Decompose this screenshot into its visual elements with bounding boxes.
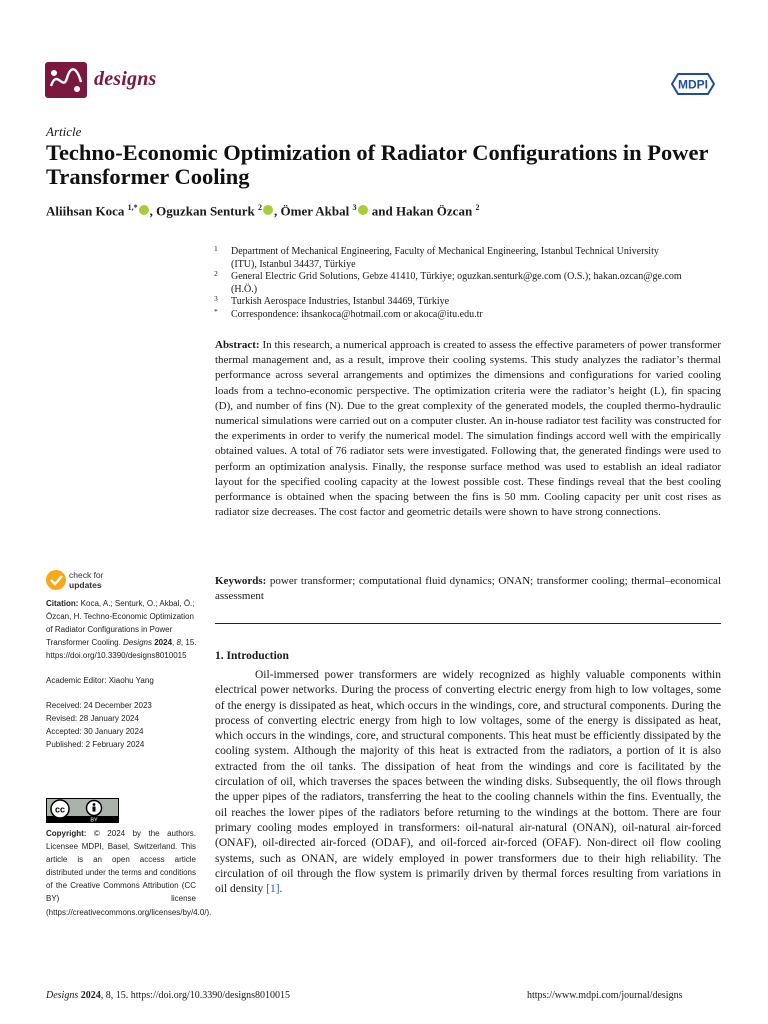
affiliations <box>212 246 682 321</box>
author-list: Aliihsan Koca $^{1,*}$ , Oguzkan Senturk $^2$ , Ömer Akbal $^3$ and Hakan Özcan $^2$ <box>46 203 480 219</box>
author-affiliation-ref: 1,* <box>127 203 138 212</box>
article-type: Article <box>46 124 82 139</box>
section-heading: 1. Introduction <box>215 650 289 662</box>
author-affiliation-ref: 3 <box>352 203 357 212</box>
orcid-icon[interactable] <box>139 205 149 215</box>
orcid-icon[interactable] <box>358 205 368 215</box>
divider <box>215 623 721 624</box>
date-received: Received: 24 December 2023 <box>46 701 152 710</box>
keywords-text: power transformer; computational fluid dynamics; ONAN; transformer cooling; thermal–economical assessment <box>215 575 721 603</box>
article-title: Techno-Economic Optimization of Radiator Configurations in Power Transformer Cooling <box>46 140 709 189</box>
footer-journal-url[interactable]: https://www.mdpi.com/journal/designs <box>527 990 683 1001</box>
academic-editor: Academic Editor: Xiaohu Yang <box>46 676 154 685</box>
date-revised: Revised: 28 January 2024 <box>46 714 139 723</box>
svg-text:cc: cc <box>54 804 66 815</box>
affiliation-item: 1 Department of Mechanical Engineering, Faculty of Mechanical Engineering, Istanbul Technical University (ITU), Istanbul 34437, Türkiye <box>214 244 659 270</box>
date-accepted: Accepted: 30 January 2024 <box>46 727 144 736</box>
orcid-icon[interactable] <box>263 205 273 215</box>
svg-text:check for: check for <box>69 570 104 580</box>
date-published: Published: 2 February 2024 <box>46 740 145 749</box>
mdpi-logo-icon[interactable] <box>666 70 720 98</box>
intro-paragraph: Oil-immersed power transformers are widely recognized as highly valuable components within electrical power networks. During the process of converting electric energy from high to low voltages, some of the energy is dissipated as heat, which occurs in the windings, core, and structural components. During the process of converting electric energy from high to low voltages, some of the energy is dissipated as heat, which occurs in the windings, core, and structural components. This heat must be efficiently dissipated by the cooling system. Although the majority of this heat is extracted from the radiators, a portion of it is also extracted from the oil tanks. The dissipation of heat from the windings and core is facilitated by the circulation of oil, which traverses the spaces between the winding disks. Subsequently, the oil flows through the upper pipes of the radiators, transferring the heat to the cooling channels within the fins. Eventually, the oil reaches the lower pipes of the radiators before returning to the windings at the bottom. There are four primary cooling modes employed in transformers: oil-natural air-natural (ONAN), oil-natural air-forced (ONAF), oil-directed air-forced (ODAF), and oil-forced air-forced (OFAF). Non-direct oil flow cooling systems, such as ONAN, are widely employed in power transformers due to their high reliability. The circulation of oil through the flow system is primarily driven by thermal forces resulting from variations in oil density [1]. <box>215 669 721 896</box>
designs-logo-icon <box>45 62 87 98</box>
affiliation-item: 3 Turkish Aerospace Industries, Istanbul 34469, Türkiye <box>214 294 450 307</box>
authors-conjunction: and <box>371 203 393 219</box>
keywords-label: Keywords: <box>215 575 267 587</box>
abstract-label: Abstract: <box>215 339 260 351</box>
svg-text:MDPI: MDPI <box>678 77 708 92</box>
check-for-updates-icon[interactable] <box>45 568 125 592</box>
citation: Citation: Koca, A.; Senturk, O.; Akbal, Ö.; Özcan, H. Techno-Economic Optimization of Radiator Configurations in Power Transformer Cooling. Designs 2024, 8, 15. https://doi.org/10.3390/designs8010015 <box>46 599 197 660</box>
copyright-notice: Copyright: © 2024 by the authors. Licensee MDPI, Basel, Switzerland. This article is an open access article distributed under the terms and conditions of the Creative Commons Attribution (CC BY) license (https://creativecommons.org/licenses/by/4.0/). <box>46 829 212 917</box>
cc-by-license-icon[interactable] <box>46 798 119 823</box>
keywords <box>215 574 721 604</box>
author-name[interactable]: Ömer Akbal <box>280 203 350 219</box>
journal-name: designs <box>94 68 157 90</box>
svg-text:updates: updates <box>69 580 102 590</box>
svg-text:BY: BY <box>90 817 98 823</box>
author-name[interactable]: Oguzkan Senturk <box>156 203 255 219</box>
affiliation-item: 2 General Electric Grid Solutions, Gebze 41410, Türkiye; oguzkan.senturk@ge.com (O.S.); hakan.ozcan@ge.com (H.Ö.) <box>214 269 682 295</box>
author-name[interactable]: Aliihsan Koca <box>46 203 125 219</box>
abstract-text: In this research, a numerical approach is created to assess the effective parameters of power transformer thermal management and, as a result, improve their cooling systems. This study analyzes the radiator’s thermal performance across several arrangements and optimizes the dimensions and configurations for varied cooling loads from a techno-economic perspective. The optimization criteria were the radiator’s height (L), fin spacing (D), and number of fins (N). Due to the great complexity of the generated models, the coupled thermo-hydraulic numerical simulations were carried out on a computer cluster. An in-house radiator test facility was constructed for the experiments in order to verify the numerical model. The simulation findings accord well with the empirically obtained values. A total of 76 radiator sets were investigated. Following that, the generated findings were used to perform an optimization analysis. Finally, the response surface method was used to establish an ideal radiator layout for the specified cooling capacity at the lowest possible cost. These findings reveal that the best cooling performance is obtained when the spacing between the fins is 50 mm. Cooling capacity per unit cost rises as radiator size decreases. The cost factor and geometric details were shown to have strong connections. <box>215 339 722 519</box>
author-affiliation-ref: 2 <box>475 203 480 212</box>
affiliation-item: * Correspondence: ihsankoca@hotmail.com or akoca@itu.edu.tr <box>214 306 483 320</box>
citation-sidebar <box>46 597 198 751</box>
citation-link[interactable]: [1] <box>266 883 280 896</box>
author-name[interactable]: Hakan Özcan <box>395 203 473 219</box>
author-affiliation-ref: 2 <box>258 203 262 212</box>
abstract <box>215 338 721 520</box>
footer-citation: Designs 2024, 8, 15. https://doi.org/10.3390/designs8010015 <box>46 990 291 1001</box>
